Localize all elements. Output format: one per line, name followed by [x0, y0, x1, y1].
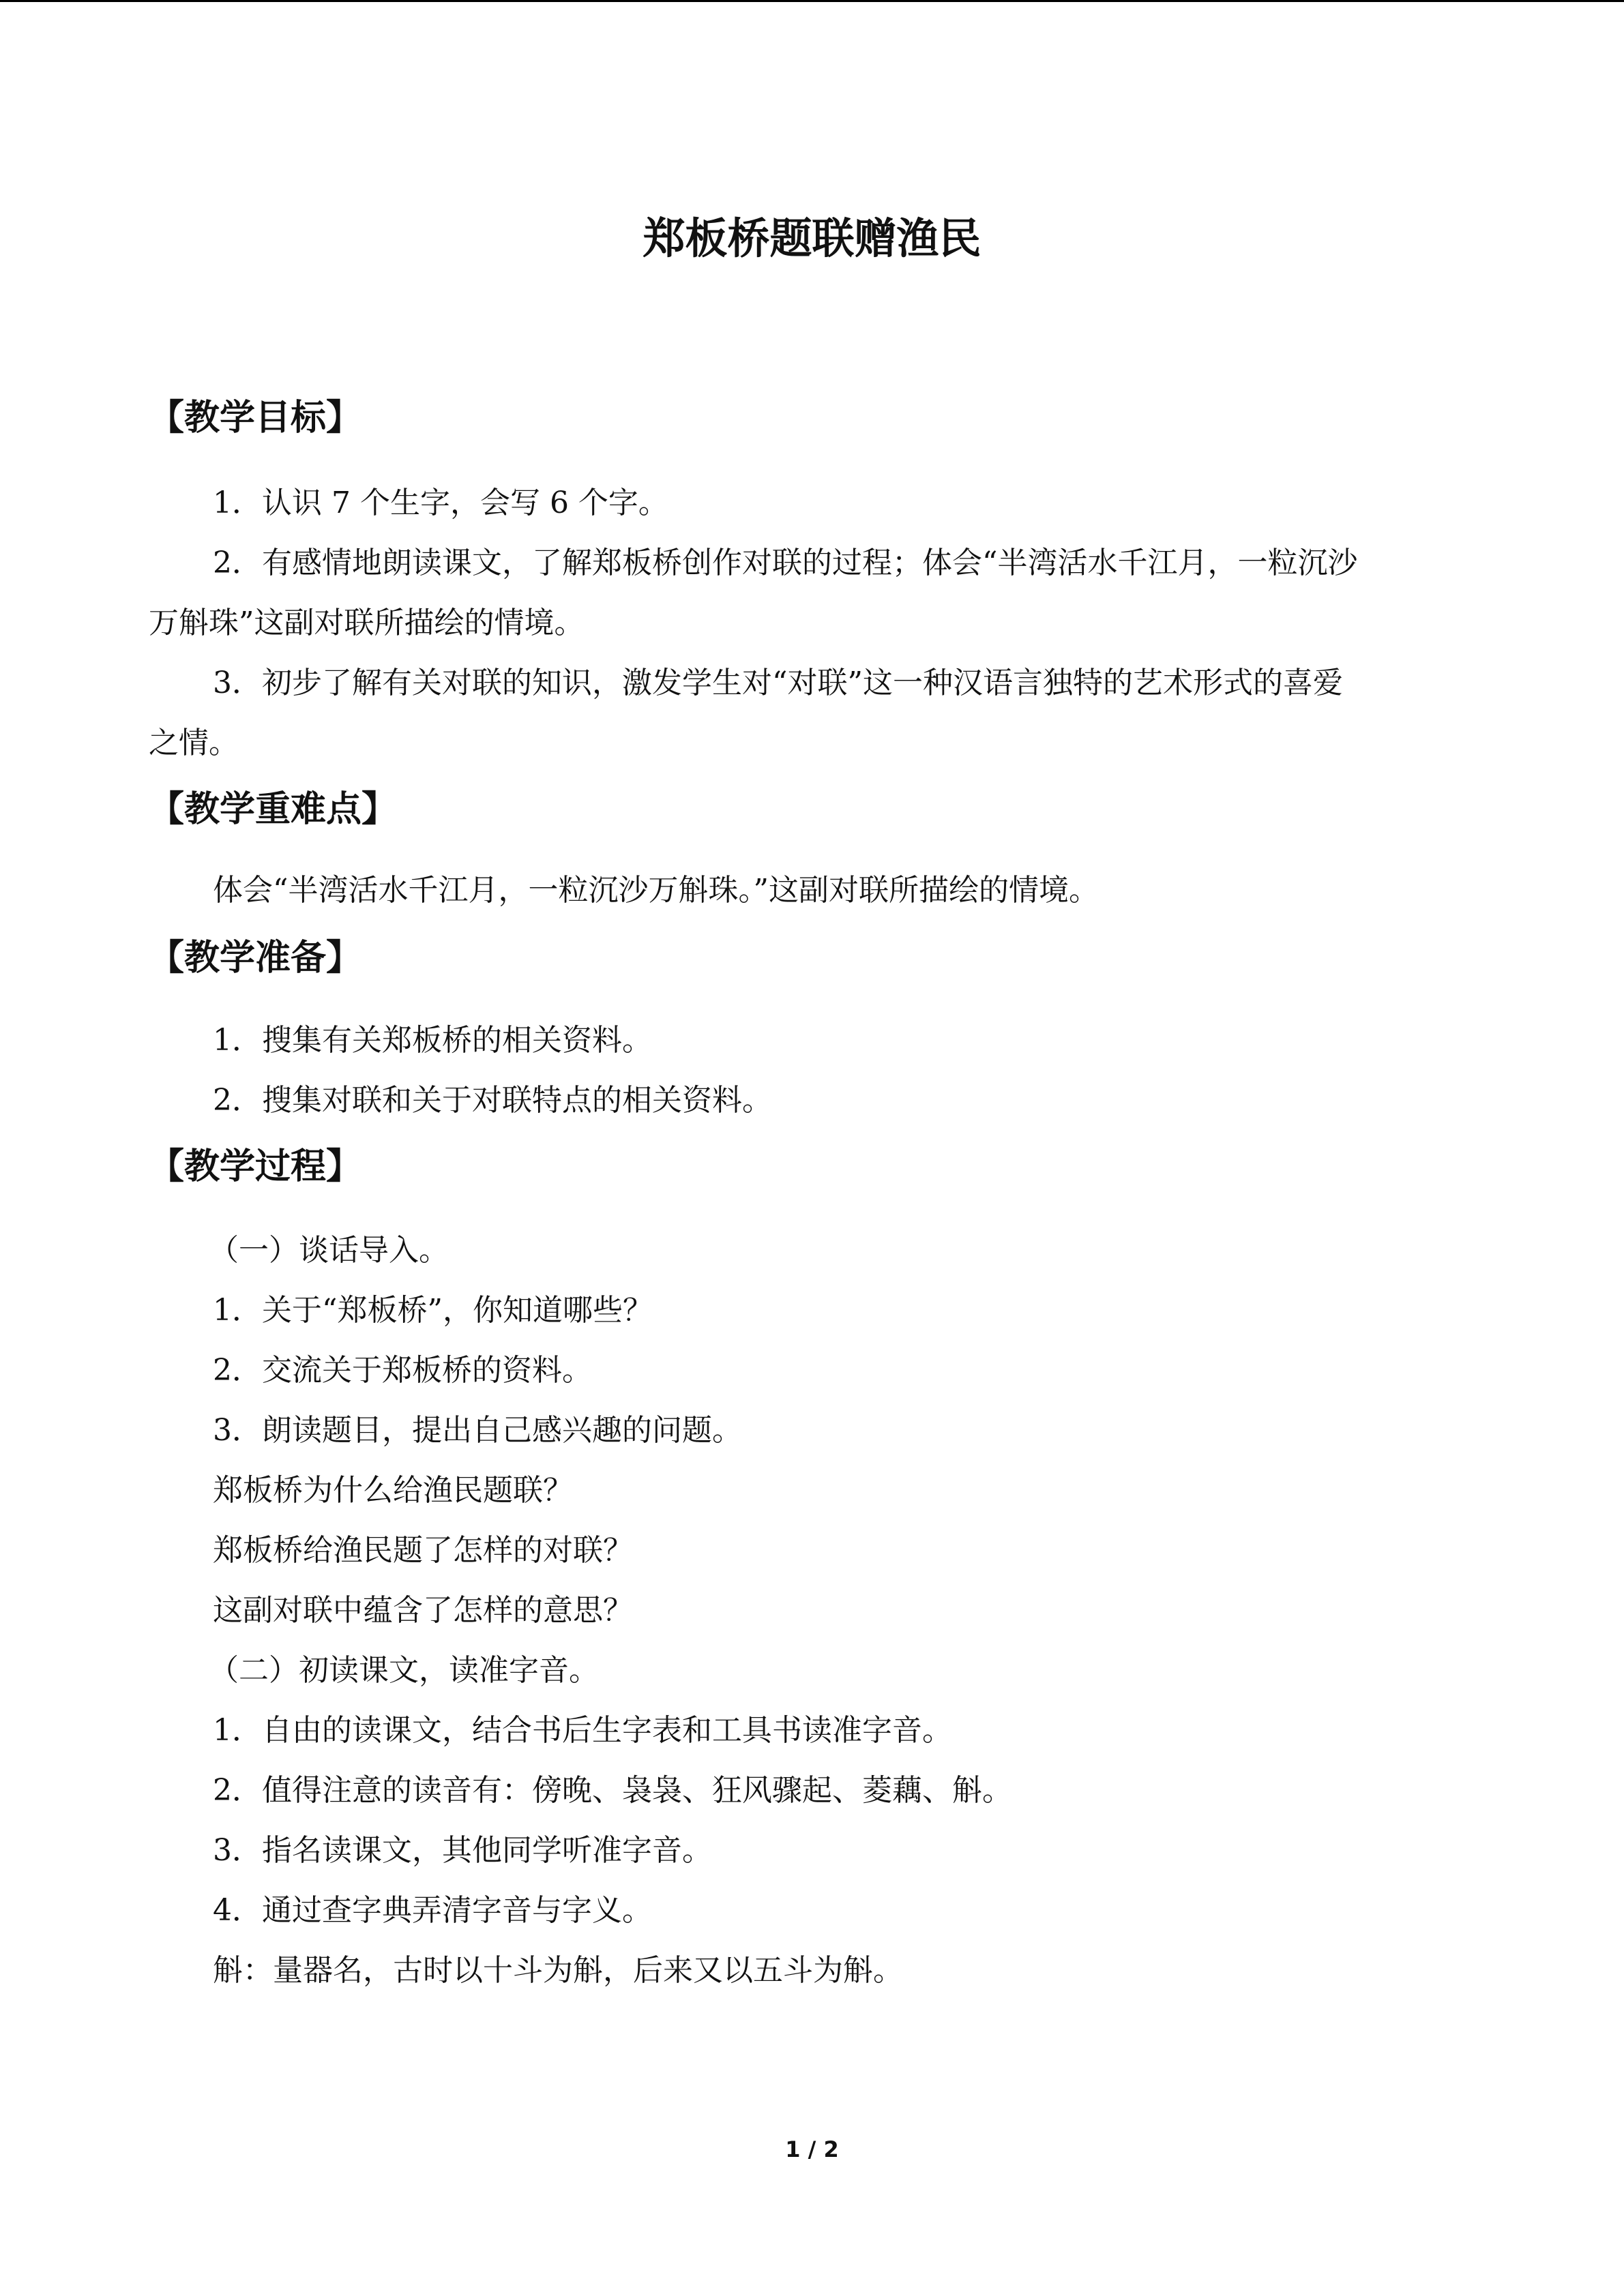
process-line-12: 4．通过查字典弄清字音与字义。 — [213, 1893, 652, 1928]
process-line-3: 2．交流关于郑板桥的资料。 — [213, 1353, 592, 1388]
page-title: 郑板桥题联赠渔民 — [643, 213, 981, 263]
heading-objectives: 【教学目标】 — [149, 398, 362, 438]
preparation-item-2: 2．搜集对联和关于对联特点的相关资料。 — [213, 1083, 772, 1118]
process-line-2: 1．关于“郑板桥”，你知道哪些？ — [213, 1293, 653, 1328]
process-line-9: 1．自由的读课文，结合书后生字表和工具书读准字音。 — [213, 1713, 952, 1748]
heading-preparation: 【教学准备】 — [149, 938, 362, 979]
process-line-7: 这副对联中蕴含了怎样的意思？ — [213, 1593, 633, 1628]
process-line-8: （二）初读课文，读准字音。 — [209, 1653, 599, 1688]
objective-item-2: 2．有感情地朗读课文，了解郑板桥创作对联的过程；体会“半湾活水千江月，一粒沉沙 — [213, 546, 1358, 580]
process-line-13: 斛：量器名，古时以十斗为斛，后来又以五斗为斛。 — [213, 1953, 903, 1988]
heading-process: 【教学过程】 — [149, 1146, 362, 1187]
preparation-item-1: 1．搜集有关郑板桥的相关资料。 — [213, 1023, 652, 1058]
preparation-list — [149, 1011, 1475, 1131]
objective-item-1: 1．认识 7 个生字，会写 6 个字。 — [213, 486, 668, 520]
process-line-5: 郑板桥为什么给渔民题联？ — [213, 1473, 573, 1508]
process-line-1: （一）谈话导入。 — [209, 1233, 449, 1268]
page-number: 1 / 2 — [785, 2136, 839, 2162]
key-point-line: 体会“半湾活水千江月，一粒沉沙万斛珠。”这副对联所描绘的情境。 — [213, 873, 1099, 908]
process-line-10: 2．值得注意的读音有：傍晚、袅袅、狂风骤起、菱藕、斛。 — [213, 1773, 1012, 1808]
heading-key-points: 【教学重难点】 — [149, 789, 398, 830]
key-points-text — [149, 861, 1475, 921]
objective-item-2-cont: 万斛珠”这副对联所描绘的情境。 — [149, 606, 585, 640]
process-line-6: 郑板桥给渔民题了怎样的对联？ — [213, 1533, 633, 1568]
objective-item-3: 3．初步了解有关对联的知识，激发学生对“对联”这一种汉语言独特的艺术形式的喜爱 — [213, 666, 1343, 700]
process-line-4: 3．朗读题目，提出自己感兴趣的问题。 — [213, 1413, 742, 1448]
process-line-11: 3．指名读课文，其他同学听准字音。 — [213, 1833, 712, 1868]
top-border-line — [0, 0, 1624, 2]
objectives-list — [149, 473, 1475, 773]
process-list — [149, 1221, 1475, 2001]
objective-item-3-cont: 之情。 — [149, 726, 239, 760]
